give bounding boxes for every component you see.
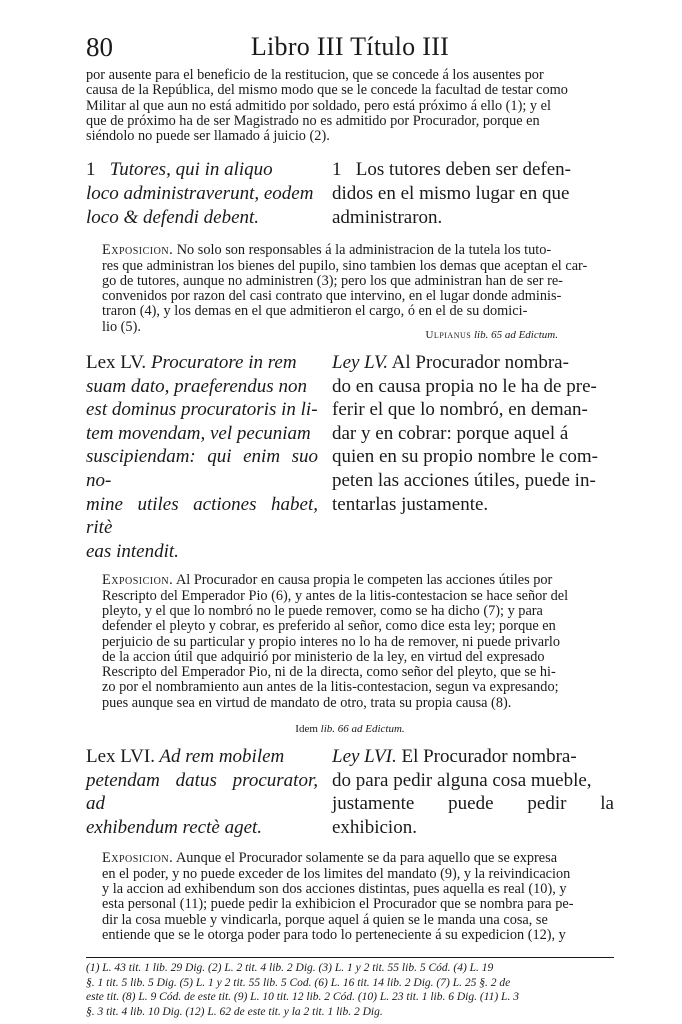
text-line: suscipiendam: qui enim suo no- bbox=[86, 446, 318, 492]
law-heading: Lex LV. bbox=[86, 352, 147, 374]
text-line: do en causa propia no le ha de pre- bbox=[332, 375, 597, 397]
footnote-rule bbox=[86, 957, 614, 958]
page-header bbox=[86, 30, 614, 66]
exposicion-label: Exposicion. bbox=[102, 850, 174, 867]
text-line: est dominus procuratoris in li- bbox=[86, 399, 318, 421]
book-page bbox=[86, 30, 614, 1020]
text-line: res que administran los bienes del pupilo, sino tambien los demas que aceptan el car- bbox=[102, 257, 588, 274]
text-line: 1 Los tutores deben ser defen- bbox=[332, 159, 572, 181]
text-line: dar y en cobrar: porque aquel á bbox=[332, 422, 569, 444]
text-line: eas intendit. bbox=[86, 540, 179, 562]
footnotes bbox=[86, 961, 614, 1019]
latin-column bbox=[86, 158, 318, 229]
section-2-columns bbox=[86, 351, 614, 563]
text-line: justamente puede pedir la exhibicion. bbox=[332, 793, 614, 838]
text-line: pues aunque sea en virtud de mandato de otro, trata su propia causa (8). bbox=[102, 694, 512, 711]
law-number: 1 bbox=[86, 159, 96, 181]
text-line: pleyto, y el que lo nombró no le puede remover, como se ha dicho (7); y para bbox=[102, 602, 543, 619]
text-line: que de próximo ha de ser Magistrado no es admitido por Procurador, porque en bbox=[86, 112, 540, 129]
text-line: causa de la República, del mismo modo que se le concede la facultad de testar como bbox=[86, 82, 568, 99]
text-line: loco administraverunt, eodem bbox=[86, 183, 314, 205]
text-line: siéndolo no puede ser llamado á juicio (2). bbox=[86, 128, 330, 145]
exposicion-2 bbox=[86, 573, 614, 711]
text-line: didos en el mismo lugar en que bbox=[332, 183, 570, 205]
text-line: exhibendum rectè aget. bbox=[86, 816, 263, 838]
attribution-1 bbox=[86, 329, 614, 341]
law-heading: Lex LVI. bbox=[86, 746, 155, 768]
text-line: Exposicion. Al Procurador en causa propia le competen las acciones útiles por bbox=[102, 572, 553, 589]
text-line: suam dato, praeferendus non bbox=[86, 375, 307, 397]
text-line: esta personal (11); puede pedir la exhibicion el Procurador que se nombra para pe- bbox=[102, 896, 574, 913]
text-line: Ley LV. Al Procurador nombra- bbox=[332, 352, 569, 374]
text-line: entiende que se le otorga poder para todo lo perteneciente á su expedicion (12), y bbox=[102, 926, 566, 943]
attribution-author: Idem bbox=[295, 723, 318, 736]
text-line: Militar al que aun no está admitido por soldado, pero está próximo á ello (1); y el bbox=[86, 97, 551, 114]
text-line: en el poder, y no puede exceder de los limites del mandato (9), y la reivindicacion bbox=[102, 865, 571, 882]
spanish-column bbox=[332, 351, 614, 563]
text-line: 1 Tutores, qui in aliquo bbox=[86, 159, 273, 181]
text-line: tem movendam, vel pecuniam bbox=[86, 422, 311, 444]
text-line: petendam datus procurator, ad bbox=[86, 769, 318, 815]
text-line: peten las acciones útiles, puede in- bbox=[332, 470, 596, 492]
text-line: Lex LVI. Ad rem mobilem bbox=[86, 746, 285, 768]
text-line: Lex LV. Procuratore in rem bbox=[86, 352, 297, 374]
exposicion-label: Exposicion. bbox=[102, 572, 174, 589]
law-heading: Ley LVI. bbox=[332, 746, 397, 768]
text-line: ferir el que lo nombró, en deman- bbox=[332, 399, 588, 421]
text-line: zo por el nombramiento aun antes de la litis-contestacion, segun va expresando; bbox=[102, 679, 559, 696]
latin-column bbox=[86, 745, 318, 839]
text-line: administraron. bbox=[332, 206, 443, 228]
footnote-line: §. 3 tit. 4 lib. 10 Dig. (12) L. 62 de este tit. y la 2 tit. 1 lib. 2 Dig. bbox=[86, 1006, 383, 1018]
exposicion-label: Exposicion. bbox=[102, 242, 174, 259]
text-line: de la accion útil que adquirió por ministerio de la ley, en virtud del expresado bbox=[102, 648, 545, 665]
page-number: 80 bbox=[86, 32, 113, 62]
spanish-column bbox=[332, 158, 614, 229]
attribution-ref: lib. 66 ad Edictum. bbox=[320, 723, 405, 736]
text-line: quien en su propio nombre le com- bbox=[332, 446, 598, 468]
text-line: por ausente para el beneficio de la restitucion, que se concede á los ausentes por bbox=[86, 67, 544, 83]
law-number: 1 bbox=[332, 159, 342, 181]
text-line: Exposicion. No solo son responsables á la administracion de la tutela los tuto- bbox=[102, 242, 552, 259]
text-line: traron (4), y los demas en el que admitieron el cargo, ó en el de su domici- bbox=[102, 303, 528, 320]
attribution-2 bbox=[86, 723, 614, 735]
footnote-line: este tit. (8) L. 9 Cód. de este tit. (9) L. 10 tit. 12 lib. 2 Cód. (10) L. 23 tit. 1 lib. 6 Dig. (11) L. 3 bbox=[86, 991, 519, 1004]
footnote-line: §. 1 tit. 5 lib. 5 Dig. (5) L. 1 y 2 tit. 55 lib. 5 Cod. (6) L. 16 tit. 14 lib. 2 Dig. (7) L. 25 §. 2 de bbox=[86, 976, 511, 989]
text-line: Ley LVI. El Procurador nombra- bbox=[332, 746, 577, 768]
text-line: loco & defendi debent. bbox=[86, 206, 260, 228]
law-heading: Ley LV. bbox=[332, 352, 388, 374]
latin-column bbox=[86, 351, 318, 563]
text-line: Rescripto del Emperador Pio (6), y antes de la litis-contestacion se hace señor del bbox=[102, 587, 569, 604]
exposicion-3 bbox=[86, 851, 614, 943]
text-line: Exposicion. Aunque el Procurador solamente se da para aquello que se expresa bbox=[102, 850, 558, 867]
attribution-author: Ulpianus bbox=[425, 329, 472, 342]
section-1-columns bbox=[86, 158, 614, 229]
text-line: dir la cosa mueble y vindicarla, porque aquel á quien se le manda una cosa, se bbox=[102, 911, 548, 928]
footnote-line: (1) L. 43 tit. 1 lib. 29 Dig. (2) L. 2 tit. 4 lib. 2 Dig. (3) L. 1 y 2 tit. 55 lib. 5 Cód. (4) L. 19 bbox=[86, 962, 494, 975]
running-head: Libro III Título III bbox=[250, 32, 450, 61]
text-line: y la accion ad exhibendum son dos acciones distintas, pues aquella es real (10), y bbox=[102, 881, 567, 898]
text-line: mine utiles actiones habet, ritè bbox=[86, 493, 318, 539]
text-line: convenidos por razon del casi contrato que intervino, en el lugar donde adminis- bbox=[102, 288, 562, 305]
spanish-column bbox=[332, 745, 614, 839]
attribution-ref: lib. 65 ad Edictum. bbox=[473, 329, 558, 342]
exposicion-1 bbox=[86, 243, 614, 335]
text-line: defender el pleyto y cobrar, es preferido al señor, como dice esta ley; porque en bbox=[102, 618, 556, 635]
text-line: do para pedir alguna cosa mueble, bbox=[332, 769, 592, 791]
section-3-columns bbox=[86, 745, 614, 839]
text-line: perjuicio de su particular y propio interes no lo ha de remover, ni puede privarlo bbox=[102, 633, 560, 650]
intro-paragraph bbox=[86, 68, 614, 144]
text-line: lio (5). bbox=[102, 318, 141, 335]
text-line: go de tutores, aunque no administren (3); pero los que administran han de ser re- bbox=[102, 272, 563, 289]
text-line: tentarlas justamente. bbox=[332, 493, 489, 515]
text-line: Rescripto del Emperador Pio, ni de la directa, como señor del pleyto, que se hi- bbox=[102, 664, 556, 681]
